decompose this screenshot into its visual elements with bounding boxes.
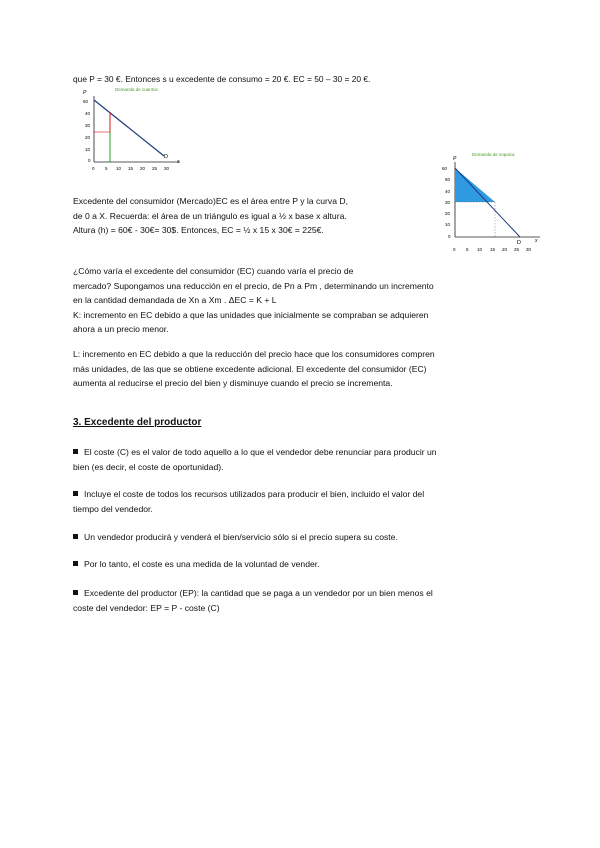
paragraph-line: Altura (h) = 60€ - 30€= 30$. Entonces, EC = ½ x 15 x 30€ = 225€. bbox=[73, 225, 324, 235]
bullet-icon bbox=[73, 491, 78, 496]
chart1-xtick: 5 bbox=[105, 166, 108, 171]
bullet-item bbox=[73, 445, 528, 474]
chart1-xtick: 20 bbox=[140, 166, 146, 171]
variation-paragraph bbox=[73, 264, 528, 337]
chart2-demand-line bbox=[455, 168, 520, 237]
paragraph-line: Excedente del consumidor (Mercado)EC es el área entre P y la curva D, bbox=[73, 196, 348, 206]
chart2-xtick: 5 bbox=[466, 247, 469, 252]
section-heading: 3. Excedente del productor bbox=[73, 417, 202, 428]
paragraph-line: en la cantidad demandada de Xn a Xm . ΔEC = K + L bbox=[73, 295, 277, 305]
top-line: que P = 30 €. Entonces s u excedente de consumo = 20 €. EC = 50 – 30 = 20 €. bbox=[73, 74, 371, 84]
chart1-title: Demanda de cuantos bbox=[115, 87, 158, 92]
bullet-text: Incluye el coste de todos los recursos utilizados para producir el bien, incluido el valor del bbox=[84, 489, 425, 499]
chart1-x-letter: x bbox=[177, 159, 180, 165]
chart2-xtick: 10 bbox=[477, 247, 483, 252]
bullet-text: Excedente del productor (EP): la cantidad que se paga a un vendedor por un bien menos el bbox=[84, 588, 433, 598]
bullet-item bbox=[73, 586, 528, 615]
chart2-xtick: 25 bbox=[514, 247, 520, 252]
chart2-xtick: 20 bbox=[502, 247, 508, 252]
chart1-curve-label: D bbox=[164, 154, 168, 160]
chart-demand-1 bbox=[80, 87, 190, 171]
market-surplus-paragraph bbox=[73, 194, 348, 238]
paragraph-line: más unidades, de las que se obtiene excedente adicional. El excedente del consumidor (EC) bbox=[73, 363, 427, 374]
chart2-ytick: 0 bbox=[448, 234, 451, 239]
chart2-xtick: 15 bbox=[490, 247, 496, 252]
paragraph-line: aumenta al reducirse el precio del bien y disminuye cuando el precio se incrementa. bbox=[73, 378, 393, 388]
chart1-ytick: 40 bbox=[85, 111, 91, 116]
paragraph-line: mercado? Supongamos una reducción en el precio, de Pn a Pm , determinando un incremento bbox=[73, 280, 434, 291]
bullet-icon bbox=[73, 590, 78, 595]
chart2-ytick: 30 bbox=[445, 200, 451, 205]
chart2-xtick: 0 bbox=[453, 247, 456, 252]
chart2-curve-label: D bbox=[517, 240, 521, 246]
paragraph-line: de 0 a X. Recuerda: el área de un triángulo es igual a ½ x base x altura. bbox=[73, 210, 347, 221]
bullet-text: coste del vendedor: EP = P - coste (C) bbox=[73, 602, 220, 613]
paragraph-line: ahora a un precio menor. bbox=[73, 324, 169, 334]
bullet-text: El coste (C) es el valor de todo aquello a lo que el vendedor debe renunciar para producir un bbox=[84, 447, 437, 457]
bullet-icon bbox=[73, 534, 78, 539]
chart1-ytick: 0 bbox=[88, 158, 91, 163]
chart2-shaded-surplus bbox=[455, 168, 495, 202]
bullet-item bbox=[73, 557, 528, 572]
chart2-ytick: 10 bbox=[445, 222, 451, 227]
chart1-ytick: 50 bbox=[83, 99, 89, 104]
paragraph-line: K: incremento en EC debido a que las unidades que inicialmente se compraban se adquieren bbox=[73, 309, 429, 320]
chart2-xtick: 30 bbox=[526, 247, 532, 252]
chart1-xtick: 30 bbox=[164, 166, 170, 171]
bullet-icon bbox=[73, 449, 78, 454]
bullet-icon bbox=[73, 561, 78, 566]
bullet-text: tiempo del vendedor. bbox=[73, 503, 153, 514]
chart1-demand-line bbox=[94, 100, 164, 156]
l-increment-paragraph bbox=[73, 347, 528, 391]
bullet-item bbox=[73, 487, 528, 516]
bullet-item bbox=[73, 530, 528, 545]
chart1-y-letter: P bbox=[83, 90, 87, 96]
chart1-xtick: 25 bbox=[152, 166, 158, 171]
chart2-title: Demanda de sopaica bbox=[472, 152, 515, 157]
chart1-xtick: 10 bbox=[116, 166, 122, 171]
chart2-y-letter: P bbox=[453, 156, 457, 162]
paragraph-line: ¿Cómo varía el excedente del consumidor (EC) cuando varía el precio de bbox=[73, 266, 354, 276]
chart-demand-2 bbox=[440, 152, 550, 262]
chart2-ytick: 20 bbox=[445, 211, 451, 216]
chart2-ytick: 40 bbox=[445, 189, 451, 194]
bullet-text: Un vendedor producirá y venderá el bien/servicio sólo si el precio supera su coste. bbox=[84, 532, 398, 542]
chart2-ytick: 50 bbox=[445, 177, 451, 182]
chart1-xtick: 0 bbox=[92, 166, 95, 171]
chart2-ytick: 60 bbox=[442, 166, 448, 171]
chart1-ytick: 30 bbox=[85, 123, 91, 128]
chart1-ytick: 10 bbox=[85, 147, 91, 152]
paragraph-line: L: incremento en EC debido a que la reducción del precio hace que los consumidores compren bbox=[73, 349, 435, 359]
chart2-x-letter: x bbox=[535, 238, 538, 244]
bullet-text: Por lo tanto, el coste es una medida de la voluntad de vender. bbox=[84, 559, 320, 569]
chart1-xtick: 15 bbox=[128, 166, 134, 171]
bullet-text: bien (es decir, el coste de oportunidad). bbox=[73, 461, 224, 472]
chart1-ytick: 20 bbox=[85, 135, 91, 140]
